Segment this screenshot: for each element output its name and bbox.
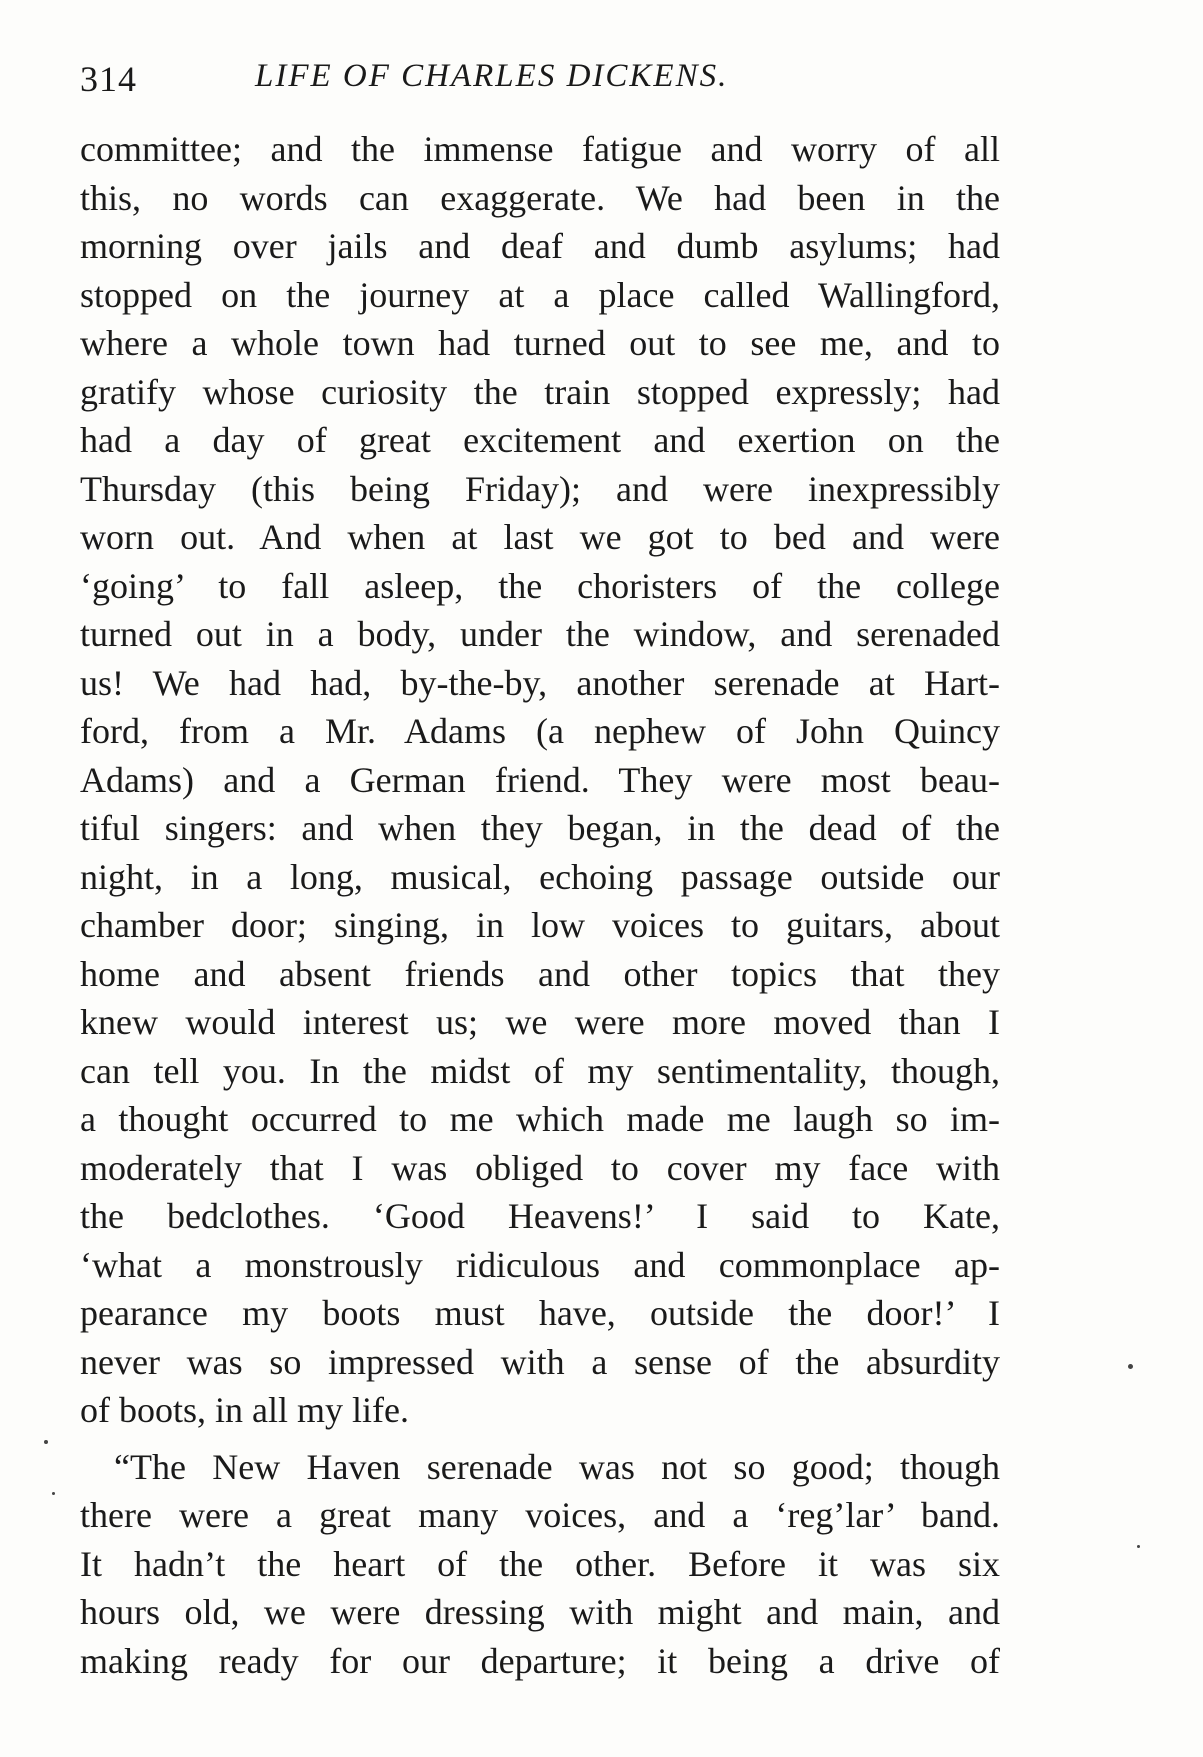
text-line: knew would interest us; we were more moved than I — [80, 1002, 1000, 1042]
text-line: a thought occurred to me which made me laugh so im- — [80, 1099, 1000, 1139]
text-line: pearance my boots must have, outside the door!’ I — [80, 1293, 1000, 1333]
text-line: this, no words can exaggerate. We had been in the — [80, 177, 1000, 218]
paragraph-break — [80, 1435, 1000, 1443]
scan-speck — [1128, 1364, 1133, 1369]
body-text — [80, 125, 1000, 1685]
text-line: never was so impressed with a sense of the absurdity — [80, 1341, 1000, 1382]
scan-speck — [52, 1492, 55, 1495]
text-line: moderately that I was obliged to cover my face with — [80, 1147, 1000, 1188]
running-title: LIFE OF CHARLES DICKENS. — [255, 58, 729, 94]
text-line: worn out. And when at last we got to bed and were — [80, 517, 1000, 557]
text-line: ‘what a monstrously ridiculous and commonplace ap- — [80, 1244, 1000, 1285]
text-line: where a whole town had turned out to see me, and to — [80, 323, 1000, 363]
text-line: there were a great many voices, and a ‘reg’lar’ band. — [80, 1495, 1000, 1535]
text-line: turned out in a body, under the window, and serenaded — [80, 614, 1000, 654]
text-line: Adams) and a German friend. They were most beau- — [80, 759, 1000, 800]
text-line: the bedclothes. ‘Good Heavens!’ I said to Kate, — [80, 1196, 1000, 1236]
text-line: of boots, in all my life. — [80, 1390, 409, 1430]
text-line: making ready for our departure; it being a drive of — [80, 1640, 1000, 1681]
text-line: had a day of great excitement and exertion on the — [80, 420, 1000, 460]
text-line: chamber door; singing, in low voices to guitars, about — [80, 905, 1000, 945]
page-header — [80, 58, 1000, 108]
text-line: ford, from a Mr. Adams (a nephew of John Quincy — [80, 711, 1000, 751]
text-line: gratify whose curiosity the train stopped expressly; had — [80, 371, 1000, 412]
text-line: ‘going’ to fall asleep, the choristers of the college — [80, 565, 1000, 606]
text-line: stopped on the journey at a place called Wallingford, — [80, 274, 1000, 315]
page-number: 314 — [80, 59, 137, 99]
text-line: “The New Haven serenade was not so good; though — [114, 1446, 1000, 1487]
text-line: home and absent friends and other topics that they — [80, 953, 1000, 994]
text-line: morning over jails and deaf and dumb asylums; had — [80, 226, 1000, 266]
text-line: night, in a long, musical, echoing passage outside our — [80, 856, 1000, 897]
text-line: can tell you. In the midst of my sentimentality, though, — [80, 1050, 1000, 1091]
scan-speck — [1137, 1545, 1140, 1548]
scan-speck — [44, 1440, 48, 1444]
text-line: hours old, we were dressing with might and main, and — [80, 1592, 1000, 1632]
text-line: tiful singers: and when they began, in the dead of the — [80, 808, 1000, 848]
text-line: us! We had had, by-the-by, another serenade at Hart- — [80, 662, 1000, 703]
text-line: Thursday (this being Friday); and were inexpressibly — [80, 468, 1000, 509]
text-line: committee; and the immense fatigue and worry of all — [80, 129, 1000, 169]
text-line: It hadn’t the heart of the other. Before it was six — [80, 1543, 1000, 1584]
